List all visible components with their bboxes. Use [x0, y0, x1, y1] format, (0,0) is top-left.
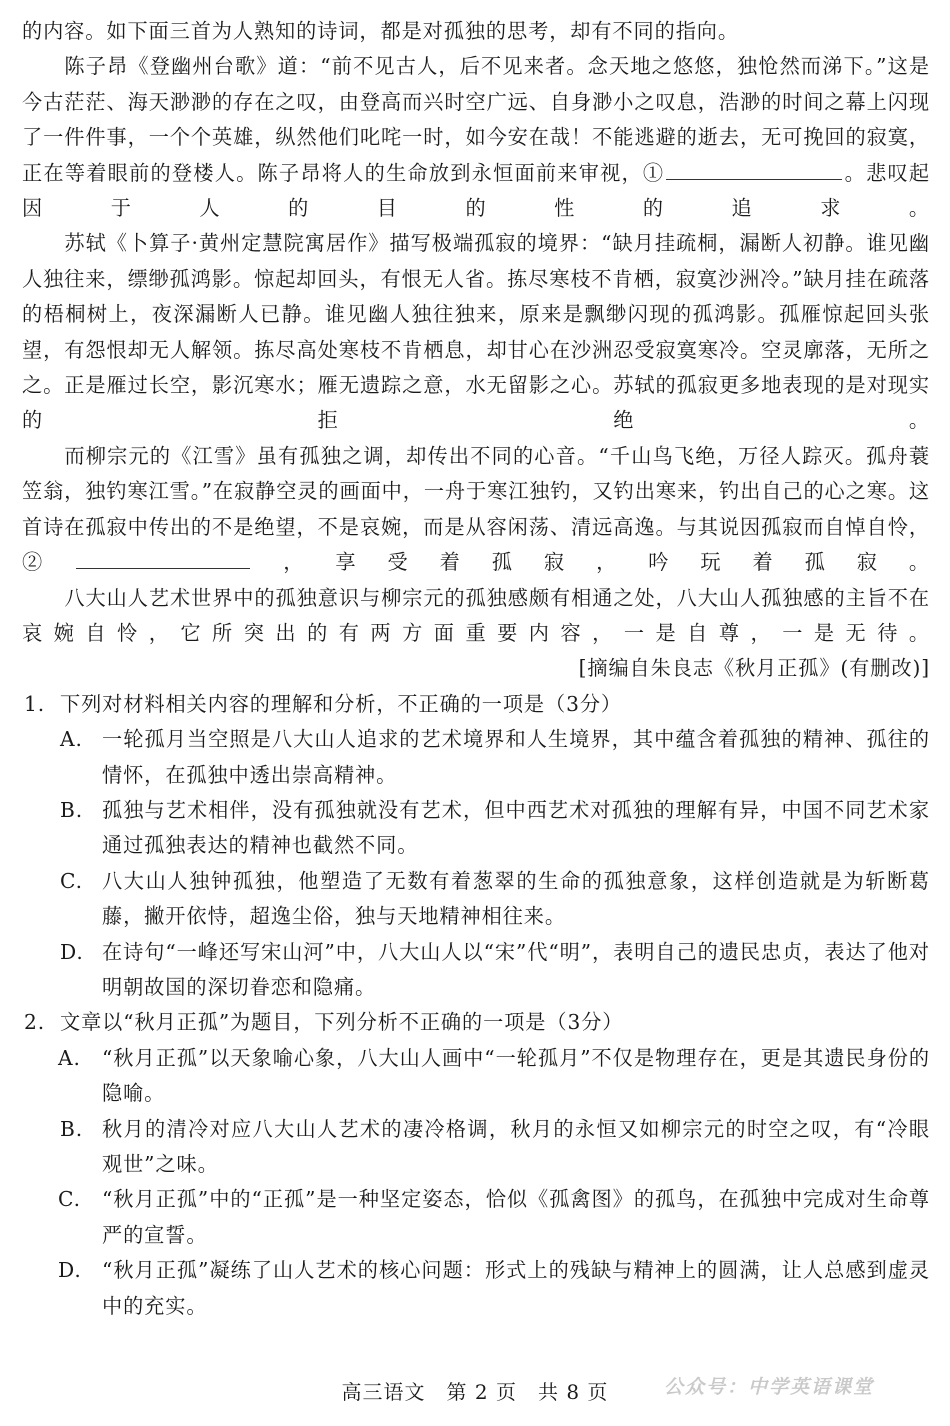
paragraph-chen-ziang-text: 陈子昂《登幽州台歌》道：“前不见古人，后不见来者。念天地之悠悠，独怆然而涕下。”这是今古茫茫、海天渺渺的存在之叹，由登高而兴时空广远、自身渺小之叹息，浩渺的时间之幕上闪现了一件件事，一个个英雄，纵然他们叱咤一时，如今安在哉！不能逃避的逝去，无可挽回的寂寞，正在等着眼前的登楼人。陈子昂将人的生命放到永恒面前来审视，①	[22, 54, 930, 185]
option-label: C.	[60, 868, 83, 893]
source-citation: [摘编自朱良志《秋月正孤》(有删改)]	[578, 656, 930, 681]
option-text: “秋月正孤”凝练了山人艺术的核心问题：形式上的残缺与精神上的圆满，让人总感到虚灵中的充实。	[102, 1258, 930, 1318]
option-text: 孤独与艺术相伴，没有孤独就没有艺术，但中西艺术对孤独的理解有异，中国不同艺术家通过孤独表达的精神也截然不同。	[102, 797, 930, 858]
question-1	[22, 687, 930, 1006]
option-label: B.	[60, 1116, 84, 1141]
option-label: B.	[60, 797, 84, 822]
paragraph-bada-shanren: 八大山人艺术世界中的孤独意识与柳宗元的孤独感颇有相通之处，八大山人孤独感的主旨不在哀婉自怜，它所突出的有两方面重要内容，一是自尊，一是无待。	[22, 585, 930, 645]
option-label: C.	[58, 1187, 81, 1212]
page-footer: 高三语文 第 2 页 共 8 页	[341, 1380, 609, 1404]
fill-blank-1[interactable]	[666, 178, 842, 180]
option-text: 八大山人独钟孤独，他塑造了无数有着葱翠的生命的孤独意象，这样创造就是为斩断葛藤，撇开依恃，超逸尘俗，独与天地精神相往来。	[102, 868, 930, 929]
option-text: “秋月正孤”中的“正孤”是一种坚定姿态，恰似《孤禽图》的孤鸟，在孤独中完成对生命尊严的宣誓。	[102, 1187, 930, 1247]
question-1-text: 下列对材料相关内容的理解和分析，不正确的一项是（3分）	[60, 691, 623, 716]
question-1-option-a[interactable]	[22, 722, 930, 793]
paragraph-liu-zongyuan-text: 而柳宗元的《江雪》虽有孤独之调，却传出不同的心音。“千山鸟飞绝，万径人踪灭。孤舟蓑笠翁，独钓寒江雪。”在寂静空灵的画面中，一舟于寒江独钓，又钓出寒来，钓出自己的心之寒。这首诗在孤寂中传出的不是绝望，不是哀婉，而是从容闲荡、清远高逸。与其说因孤寂而自悼自怜，②	[22, 443, 930, 575]
fill-blank-2[interactable]	[76, 567, 250, 569]
paragraph-intro: 的内容。如下面三首为人熟知的诗词，都是对孤独的思考，却有不同的指向。	[22, 19, 739, 43]
question-2-option-d[interactable]	[22, 1253, 930, 1324]
question-2-option-a[interactable]	[22, 1041, 930, 1112]
option-text: 秋月的清冷对应八大山人艺术的凄冷格调，秋月的永恒又如柳宗元的时空之叹，有“冷眼观世”之味。	[102, 1116, 930, 1176]
paragraph-liu-zongyuan	[22, 439, 930, 581]
option-text: “秋月正孤”以天象喻心象，八大山人画中“一轮孤月”不仅是物理存在，更是其遗民身份的隐喻。	[102, 1045, 930, 1106]
option-text: 在诗句“一峰还写宋山河”中，八大山人以“宋”代“明”，表明自己的遗民忠贞，表达了他对明朝故国的深切眷恋和隐痛。	[102, 939, 930, 999]
option-label: A.	[60, 727, 83, 752]
option-label: D.	[58, 1258, 82, 1283]
question-2-number: 2.	[24, 1010, 46, 1035]
question-1-option-d[interactable]	[22, 935, 930, 1006]
question-2-option-c[interactable]	[22, 1182, 930, 1253]
question-1-option-b[interactable]	[22, 793, 930, 864]
paragraph-su-shi: 苏轼《卜算子·黄州定慧院寓居作》描写极端孤寂的境界：“缺月挂疏桐，漏断人初静。谁见幽人独往来，缥缈孤鸿影。惊起却回头，有恨无人省。拣尽寒枝不肯栖，寂寞沙洲冷。”缺月挂在疏落的梧桐树上，夜深漏断人已静。谁见幽人独往独来，原来是飘缈闪现的孤鸿影。孤雁惊起回头张望，有怨恨却无人解领。拣尽高处寒枝不肯栖息，却甘心在沙洲忍受寂寞寒冷。空灵廓落，无所之之。正是雁过长空，影沉寒水；雁无遗踪之意，水无留影之心。苏轼的孤寂更多地表现的是对现实的拒绝。	[22, 231, 930, 433]
paragraph-liu-zongyuan-tail: ，享受着孤寂，吟玩着孤寂。	[252, 550, 931, 575]
option-label: A.	[58, 1045, 81, 1070]
paragraph-chen-ziang	[22, 49, 930, 226]
question-2	[22, 1005, 930, 1324]
question-1-stem	[22, 687, 930, 722]
option-text: 一轮孤月当空照是八大山人追求的艺术境界和人生境界，其中蕴含着孤独的精神、孤往的情怀，在孤独中透出崇高精神。	[102, 727, 930, 787]
question-2-option-b[interactable]	[22, 1112, 930, 1183]
question-1-number: 1.	[24, 691, 46, 716]
paragraph-chen-ziang-tail: 。悲叹起因于人的目的性的追求。	[22, 160, 930, 221]
question-2-text: 文章以“秋月正孤”为题目，下列分析不正确的一项是（3分）	[60, 1010, 624, 1035]
option-label: D.	[60, 939, 84, 964]
question-1-option-c[interactable]	[22, 864, 930, 935]
exam-page	[22, 14, 930, 1324]
question-2-stem	[22, 1005, 930, 1040]
watermark: 公众号：中学英语课堂	[664, 1376, 875, 1398]
